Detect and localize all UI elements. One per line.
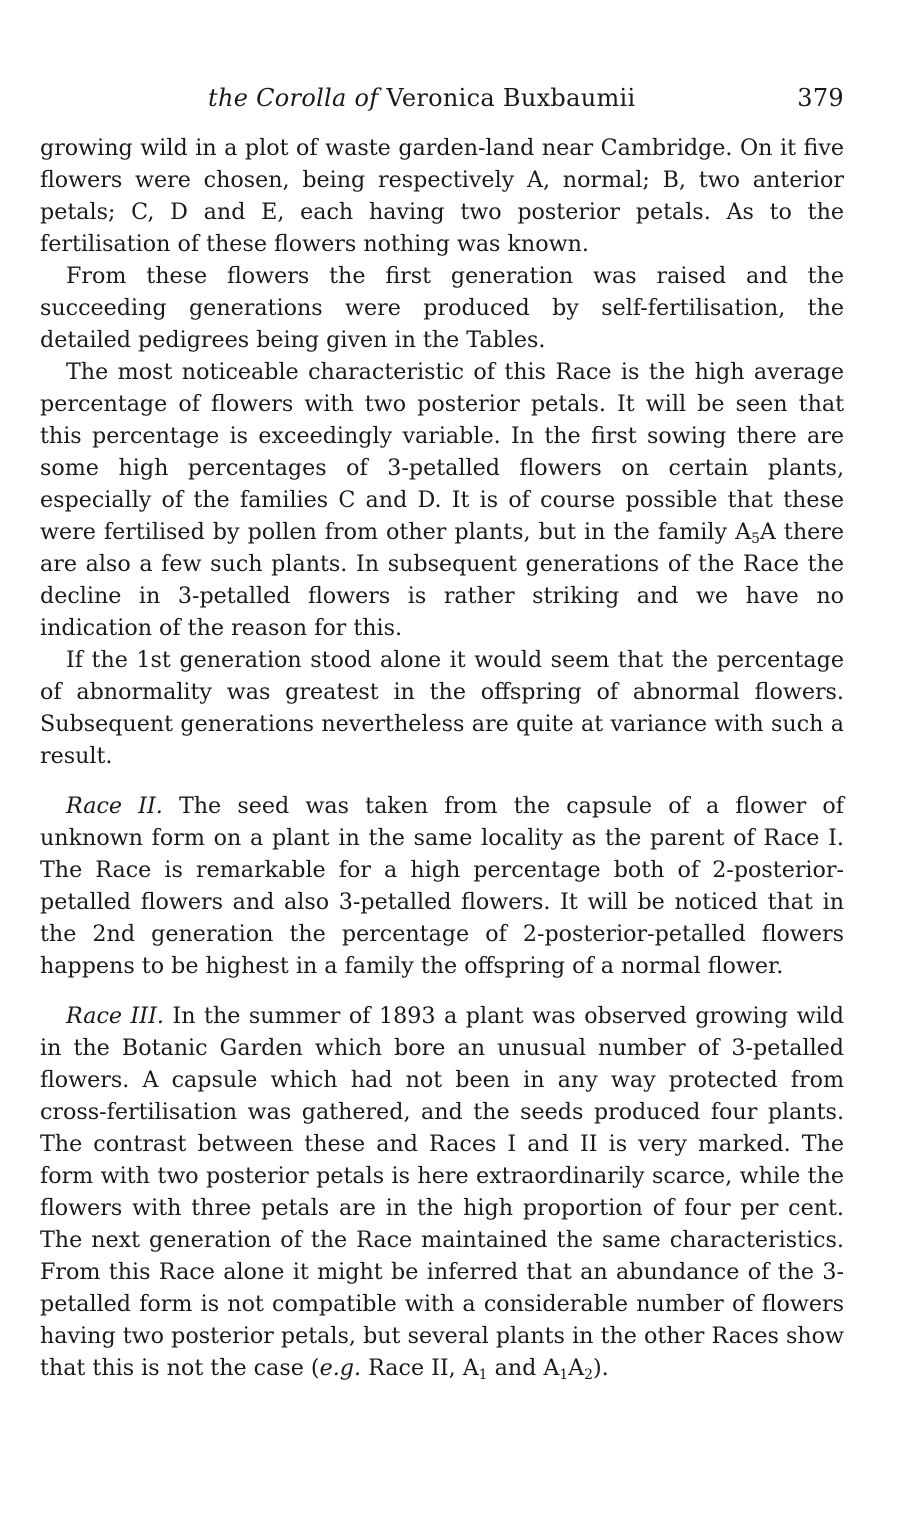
running-head xyxy=(40,78,844,118)
subscript: 1 xyxy=(559,1366,569,1383)
subscript: 5 xyxy=(751,530,760,547)
running-title-italic: the Corolla of xyxy=(208,84,379,112)
subscript: 2 xyxy=(584,1366,593,1383)
paragraph-text: ). xyxy=(592,1355,609,1381)
page xyxy=(40,78,844,1384)
paragraph-text: and A xyxy=(487,1355,560,1381)
paragraph-race-iii xyxy=(40,1000,844,1384)
paragraph-text: In the summer of 1893 a plant was observed growing wild in the Botanic Garden which bore an unusual number of 3-petalled flowers. A capsule which had not been in any way protected from cross-fertilisation was gathered, and the seeds produced four plants. The contrast between these and Races I and II is very marked. The form with two posterior petals is here extraordinarily scarce, while the flowers with three petals are in the high proportion of four per cent. The next generation of the Race maintained the same characteristics. From this Race alone it might be inferred that an abundance of the 3-petalled form is not compatible with a considerable number of flowers having two posterior petals, but several plants in the other Races show that this is not the case ( xyxy=(40,1003,844,1381)
body-text xyxy=(40,132,844,1384)
paragraph-continuation: growing wild in a plot of waste garden-land near Cambridge. On it five flowers were chosen, being respectively A, normal; B, two anterior petals; C, D and E, each having two posterior petals. As to the fertilisation of these flowers nothing was known. xyxy=(40,135,844,257)
race-ii-label: Race II. xyxy=(66,793,163,819)
paragraph-text: The most noticeable characteristic of this Race is the high average percentage of flowers with two posterior petals. It will be seen that this percentage is exceedingly variable. In the first sowing there are some high percentages of 3-petalled flowers on certain plants, especially of the families C and D. It is of course possible that these were fertilised by pollen from other plants, but in the family A xyxy=(40,359,844,545)
paragraph-race-ii xyxy=(40,790,844,982)
paragraph-text: A there are also a few such plants. In subsequent generations of the Race the decline in 3-petalled flowers is rather striking and we have no indication of the reason for this. xyxy=(40,519,844,641)
eg-abbreviation: e.g. xyxy=(319,1355,362,1381)
paragraph-text: A xyxy=(568,1355,585,1381)
running-title-species: Veronica Buxbaumii xyxy=(378,84,636,112)
paragraph-race-characteristic xyxy=(40,356,844,644)
paragraph-first-generation: From these flowers the first generation was raised and the succeeding generations were produced by self-fertilisation, the detailed pedigrees being given in the Tables. xyxy=(40,263,844,353)
paragraph-abnormality: If the 1st generation stood alone it would seem that the percentage of abnormality was greatest in the offspring of abnormal flowers. Subsequent generations nevertheless are quite at variance with such a result. xyxy=(40,647,844,769)
race-iii-label: Race III. xyxy=(66,1003,164,1029)
subscript: 1 xyxy=(478,1366,488,1383)
paragraph-text: The seed was taken from the capsule of a flower of unknown form on a plant in the same locality as the parent of Race I. The Race is remarkable for a high percentage both of 2-posterior-petalled flowers and also 3-petalled flowers. It will be noticed that in the 2nd generation the percentage of 2-posterior-petalled flowers happens to be highest in a family the offspring of a normal flower. xyxy=(40,793,844,979)
page-number: 379 xyxy=(797,84,844,112)
paragraph-text: Race II, A xyxy=(361,1355,479,1381)
running-title xyxy=(208,78,635,118)
